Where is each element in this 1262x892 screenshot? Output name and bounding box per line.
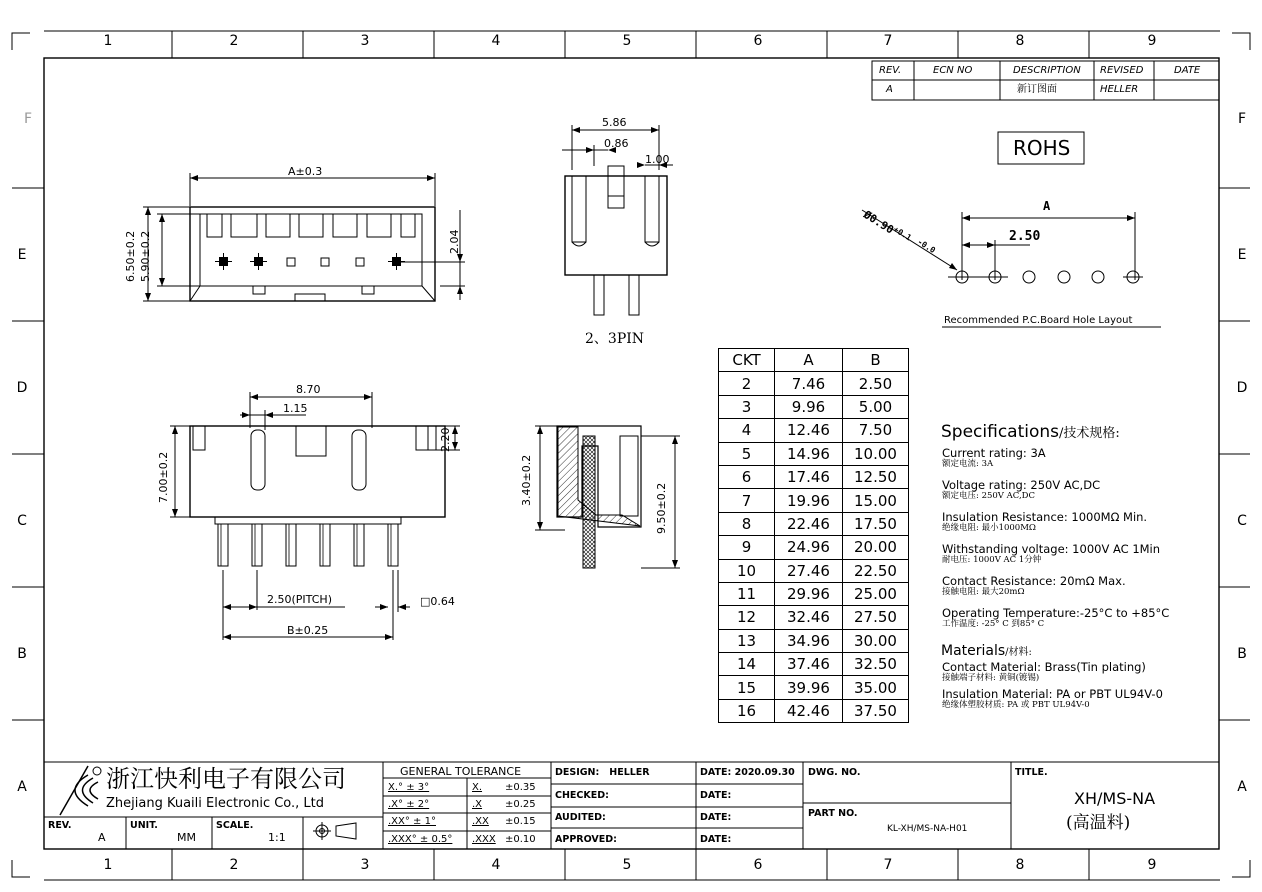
company-name-cn: 浙江快利电子有限公司 (106, 765, 346, 793)
spec-item-en: Insulation Resistance: 1000MΩ Min. (942, 510, 1148, 524)
audited-label: AUDITED: (555, 812, 606, 823)
table-cell: 3 (719, 395, 775, 418)
dim-pitch: 2.50(PITCH) (267, 593, 332, 606)
design-date: DATE: 2020.09.30 (700, 767, 795, 778)
rev-value: A (886, 84, 893, 95)
dim-220: 2.20 (439, 427, 452, 452)
spec-item-cn: 耐电压: 1000V AC 1分钟 (942, 555, 1042, 565)
scale-label: SCALE. (216, 820, 254, 831)
tolerance-cell: .XXX° ± 0.5° (388, 834, 453, 845)
spec-item (942, 688, 1163, 710)
revised-value: HELLER (1100, 84, 1139, 95)
spec-item (942, 511, 1169, 533)
zone-row-c: C (17, 513, 27, 529)
tolerance-heading: GENERAL TOLERANCE (400, 765, 522, 778)
dim-700: 7.00±0.2 (157, 451, 170, 503)
table-header-ckt: CKT (719, 349, 775, 372)
tolerance-cell: ±0.15 (505, 816, 536, 827)
zone-row-d-right: D (1236, 380, 1248, 396)
spec-item (942, 479, 1169, 501)
table-cell: 12 (719, 606, 775, 629)
spec-item-en: Contact Material: Brass(Tin plating) (942, 660, 1146, 674)
dim-height-outer: 6.50±0.2 (124, 230, 137, 282)
pcb-hole-tol-lower: -0.0 (915, 237, 937, 255)
rev-label: REV. (48, 820, 72, 831)
table-cell: 2.50 (843, 372, 909, 395)
zone-col-9: 9 (1147, 33, 1157, 49)
tolerance-cell: .X (472, 799, 483, 810)
approved-date-label: DATE: (700, 834, 732, 845)
table-cell: 34.96 (775, 629, 843, 652)
table-cell: 14 (719, 653, 775, 676)
table-cell: 7.50 (843, 419, 909, 442)
table-cell: 6 (719, 465, 775, 488)
revised-header: REVISED (1100, 65, 1144, 76)
table-header-row (719, 349, 909, 372)
zone-col-3-bottom: 3 (360, 857, 370, 873)
spec-item-cn: 接触端子材料: 黄铜(镀锡) (942, 673, 1040, 683)
materials-list (942, 661, 1163, 715)
table-row (719, 676, 909, 699)
zone-col-9-bottom: 9 (1147, 857, 1157, 873)
table-cell: 7 (719, 489, 775, 512)
part-no-value: KL-XH/MS-NA-H01 (887, 824, 968, 834)
scale-value: 1:1 (268, 831, 286, 844)
spec-item (942, 607, 1169, 629)
table-cell: 37.50 (843, 699, 909, 722)
table-row (719, 512, 909, 535)
table-cell: 17.50 (843, 512, 909, 535)
tolerance-cell: .X° ± 2° (388, 799, 430, 810)
zone-col-6: 6 (753, 33, 763, 49)
zone-row-d: D (16, 380, 28, 396)
zone-col-8: 8 (1015, 33, 1025, 49)
table-cell: 42.46 (775, 699, 843, 722)
table-cell: 27.46 (775, 559, 843, 582)
zone-row-b: B (17, 646, 27, 662)
table-cell: 32.50 (843, 653, 909, 676)
pcb-hole-dia: $Ø0.90^{+0.1}$ (861, 208, 913, 243)
table-cell: 15 (719, 676, 775, 699)
table-cell: 5 (719, 442, 775, 465)
tolerance-cell: X.° ± 3° (388, 782, 430, 793)
rev-header: REV. (879, 65, 902, 76)
table-row (719, 419, 909, 442)
zone-col-5-bottom: 5 (622, 857, 632, 873)
spec-item-cn: 接触电阻: 最大20mΩ (942, 587, 1025, 597)
dim-115: 1.15 (283, 402, 308, 415)
table-cell: 16 (719, 699, 775, 722)
dim-586: 5.86 (602, 116, 627, 129)
zone-row-b-right: B (1237, 646, 1247, 662)
rev-label-value: A (98, 831, 106, 844)
zone-row-e: E (17, 247, 27, 263)
pcb-dim-a: A (1043, 199, 1051, 213)
table-cell: 35.00 (843, 676, 909, 699)
table-cell: 10.00 (843, 442, 909, 465)
table-cell: 12.46 (775, 419, 843, 442)
table-cell: 22.46 (775, 512, 843, 535)
table-cell: 9.96 (775, 395, 843, 418)
table-cell: 25.00 (843, 582, 909, 605)
table-row (719, 372, 909, 395)
dim-100: 1.00 (645, 153, 670, 166)
table-cell: 19.96 (775, 489, 843, 512)
table-cell: 37.46 (775, 653, 843, 676)
table-cell: 24.96 (775, 536, 843, 559)
company-name-en: Zhejiang Kuaili Electronic Co., Ltd (106, 796, 325, 811)
part-no-label: PART NO. (808, 808, 858, 819)
ecn-header: ECN NO (933, 65, 973, 76)
checked-label: CHECKED: (555, 790, 609, 801)
table-row (719, 653, 909, 676)
table-row (719, 395, 909, 418)
company-logo-icon (60, 766, 101, 815)
table-cell: 39.96 (775, 676, 843, 699)
title-value: XH/MS-NA (1074, 789, 1156, 808)
zone-row-a: A (17, 779, 27, 795)
zone-col-4: 4 (491, 33, 501, 49)
pin-caption: 2、3PIN (585, 331, 645, 347)
spec-item-en: Voltage rating: 250V AC,DC (942, 478, 1101, 492)
table-row (719, 442, 909, 465)
materials-heading: Materials/材料: (941, 643, 1032, 659)
zone-col-3: 3 (360, 33, 370, 49)
table-cell: 8 (719, 512, 775, 535)
table-cell: 22.50 (843, 559, 909, 582)
pcb-dim-pitch: 2.50 (1009, 229, 1041, 244)
spec-item-en: Operating Temperature:-25°C to +85°C (942, 606, 1170, 620)
zone-row-e-right: E (1237, 247, 1247, 263)
tolerance-cell: ±0.35 (505, 782, 536, 793)
zone-col-7-bottom: 7 (883, 857, 893, 873)
zone-col-6-bottom: 6 (753, 857, 763, 873)
table-cell: 29.96 (775, 582, 843, 605)
tolerance-cell: .XX° ± 1° (388, 816, 436, 827)
table-row (719, 606, 909, 629)
spec-item-cn: 工作温度: -25° C 到85° C (942, 619, 1045, 629)
table-cell: 5.00 (843, 395, 909, 418)
table-row (719, 629, 909, 652)
design-label: DESIGN: HELLER (555, 767, 650, 778)
dim-height-inner: 5.90±0.2 (139, 230, 152, 282)
unit-value: MM (177, 831, 196, 844)
zone-col-2-bottom: 2 (229, 857, 239, 873)
zone-row-f-right: F (1237, 111, 1247, 127)
pcb-caption: Recommended P.C.Board Hole Layout (944, 315, 1133, 326)
zone-row-c-right: C (1237, 513, 1247, 529)
table-cell: 15.00 (843, 489, 909, 512)
tolerance-cell: .XX (472, 816, 489, 827)
spec-item (942, 543, 1169, 565)
table-cell: 13 (719, 629, 775, 652)
spec-item-cn: 绝缘体塑胶材质: PA 或 PBT UL94V-0 (942, 700, 1090, 710)
dim-870: 8.70 (296, 383, 321, 396)
spec-item (942, 661, 1163, 683)
table-row (719, 465, 909, 488)
table-row (719, 699, 909, 722)
zone-col-2: 2 (229, 33, 239, 49)
date-header: DATE (1174, 65, 1201, 76)
table-row (719, 559, 909, 582)
approved-label: APPROVED: (555, 834, 617, 845)
dim-340: 3.40±0.2 (520, 454, 533, 506)
dwg-no-label: DWG. NO. (808, 767, 861, 778)
checked-date-label: DATE: (700, 790, 732, 801)
dim-950: 9.50±0.2 (655, 482, 668, 534)
zone-col-5: 5 (622, 33, 632, 49)
spec-item-en: Contact Resistance: 20mΩ Max. (942, 574, 1126, 588)
zone-row-f: F (23, 111, 33, 127)
spec-heading: Specifications/技术规格: (941, 422, 1120, 442)
spec-item (942, 575, 1169, 597)
table-row (719, 489, 909, 512)
table-cell: 12.50 (843, 465, 909, 488)
zone-row-a-right: A (1237, 779, 1247, 795)
dim-pin-offset: 2.04 (448, 229, 461, 254)
spec-item-cn: 绝缘电阻: 最小1000MΩ (942, 523, 1036, 533)
spec-item-en: Current rating: 3A (942, 446, 1046, 460)
table-cell: 32.46 (775, 606, 843, 629)
spec-item-en: Withstanding voltage: 1000V AC 1Min (942, 542, 1161, 556)
tolerance-cell: ±0.10 (505, 834, 536, 845)
dim-width-a: A±0.3 (288, 165, 323, 178)
dim-pin-square: □0.64 (420, 595, 455, 608)
table-cell: 27.50 (843, 606, 909, 629)
description-value: 新订图面 (1017, 84, 1057, 95)
tolerance-cell: .XXX (472, 834, 496, 845)
zone-col-8-bottom: 8 (1015, 857, 1025, 873)
tolerance-cell: X. (472, 782, 483, 793)
table-cell: 4 (719, 419, 775, 442)
unit-label: UNIT. (130, 820, 158, 831)
table-cell: 17.46 (775, 465, 843, 488)
title-value-cn: (高温料) (1066, 813, 1131, 833)
table-cell: 2 (719, 372, 775, 395)
description-header: DESCRIPTION (1013, 65, 1081, 76)
projection-symbol-icon (313, 822, 356, 840)
spec-list (942, 447, 1169, 639)
rohs-label: ROHS (1013, 136, 1071, 160)
spec-item-cn: 额定电压: 250V AC,DC (942, 491, 1035, 501)
table-cell: 20.00 (843, 536, 909, 559)
table-header-a: A (775, 349, 843, 372)
zone-col-7: 7 (883, 33, 893, 49)
table-cell: 30.00 (843, 629, 909, 652)
spec-item (942, 447, 1169, 469)
table-row (719, 582, 909, 605)
table-cell: 7.46 (775, 372, 843, 395)
table-row (719, 536, 909, 559)
audited-date-label: DATE: (700, 812, 732, 823)
zone-col-4-bottom: 4 (491, 857, 501, 873)
table-cell: 10 (719, 559, 775, 582)
zone-col-1-bottom: 1 (103, 857, 113, 873)
spec-item-cn: 额定电流: 3A (942, 459, 994, 469)
table-cell: 14.96 (775, 442, 843, 465)
spec-item-en: Insulation Material: PA or PBT UL94V-0 (942, 687, 1163, 701)
zone-col-1: 1 (103, 33, 113, 49)
title-label: TITLE. (1015, 767, 1048, 778)
dim-086: 0.86 (604, 137, 629, 150)
tolerance-cell: ±0.25 (505, 799, 536, 810)
ckt-table (718, 348, 909, 723)
dim-span-b: B±0.25 (287, 624, 329, 637)
table-cell: 11 (719, 582, 775, 605)
table-cell: 9 (719, 536, 775, 559)
table-header-b: B (843, 349, 909, 372)
